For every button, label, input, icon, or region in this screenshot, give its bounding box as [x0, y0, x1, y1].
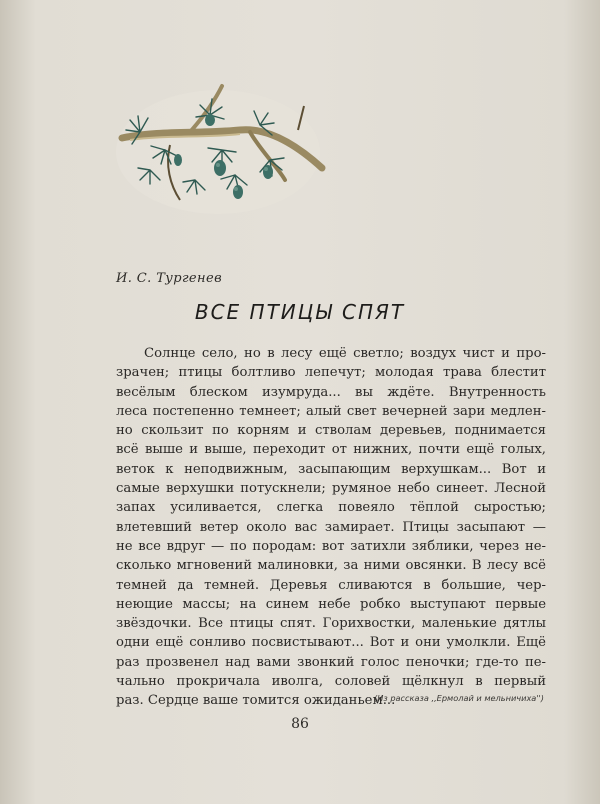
text-line: запах усиливается, слегка повеяло тёплой сыростью;	[116, 500, 546, 516]
page-number: 86	[291, 716, 309, 732]
text-line: весёлым блеском изумруда... вы ждёте. Внутренность	[116, 384, 546, 400]
page-title: ВСЕ ПТИЦЫ СПЯТ	[194, 300, 406, 324]
text-line: раз прозвенел над вами звонкий голос пеночки; где-то пе-	[116, 654, 546, 670]
source-note: (Из рассказа ,,Ермолай и мельничиха'')	[374, 693, 544, 703]
text-line: раз. Сердце ваше томится ожиданьем...	[116, 693, 396, 709]
text-line: сколько мгновений малиновки, за ними овсянки. В лесу всё	[116, 558, 546, 574]
text-line: не все вдруг — по породам: вот затихли зяблики, через не-	[116, 538, 546, 554]
text-line: всё выше и выше, переходит от нижних, почти ещё голых,	[116, 442, 546, 458]
text-line: но скользит по корням и стволам деревьев, поднимается	[116, 423, 546, 439]
text-line: самые верхушки потускнели; румяное небо синеет. Лесной	[116, 481, 546, 497]
pine-branch-illustration	[110, 60, 340, 230]
author-name: И. С. Тургенев	[116, 271, 223, 286]
text-line: звёздочки. Все птицы спят. Горихвостки, маленькие дятлы	[116, 616, 546, 632]
text-line: леса постепенно темнеет; алый свет вечерней зари медлен-	[116, 403, 546, 419]
text-line: влетевший ветер около вас замирает. Птицы засыпают —	[116, 519, 546, 535]
text-line: Солнце село, но в лесу ещё светло; воздух чист и про-	[144, 346, 546, 361]
text-line: зрачен; птицы болтливо лепечут; молодая трава блестит	[116, 365, 546, 381]
text-line: чально прокричала иволга, соловей щёлкнул в первый	[116, 674, 546, 690]
text-line: темней да темней. Деревья сливаются в большие, чер-	[116, 577, 546, 593]
story-text	[116, 344, 546, 711]
text-line: веток к неподвижным, засыпающим верхушкам... Вот и	[116, 461, 546, 477]
text-line: неющие массы; на синем небе робко выступают первые	[116, 596, 546, 612]
text-line: одни ещё сонливо посвистывают... Вот и они умолкли. Ещё	[116, 635, 546, 651]
